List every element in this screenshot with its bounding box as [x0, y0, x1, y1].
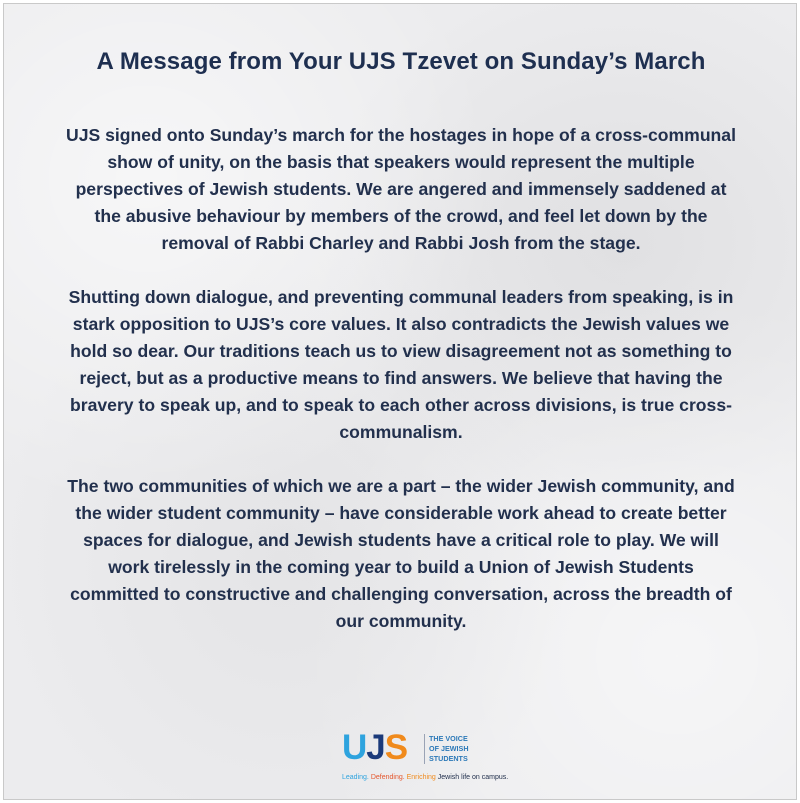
- logo-subline-defending: Defending.: [370, 774, 405, 781]
- paragraph-3: The two communities of which we are a part – the wider Jewish community, and the wider student community – have considerable work ahead to create better spaces for dialogue, and Jewish students have a critical role to play. We will work tirelessly in the coming year to build a Union of Jewish Students committed to constructive and challenging conversation, across the breadth of our community.: [67, 476, 735, 631]
- logo-tagline: [429, 734, 469, 764]
- logo-letter-j: J: [366, 728, 385, 767]
- statement-title: A Message from Your UJS Tzevet on Sunday’s March: [96, 48, 706, 75]
- logo-tagline-line-1: THE VOICE: [429, 734, 468, 743]
- paragraph-2: Shutting down dialogue, and preventing communal leaders from speaking, is in stark opposition to UJS’s core values. It also contradicts the Jewish values we hold so dear. Our traditions teach us to view disagreement not as something to reject, but as a productive means to find answers. We believe that having the bravery to speak up, and to speak to each other across divisions, is true cross-communalism.: [68, 287, 734, 442]
- ujs-logo-mark: [342, 730, 407, 766]
- logo-letter-s: S: [384, 728, 408, 767]
- logo-tagline-line-3: STUDENTS: [429, 754, 468, 763]
- logo-tagline-line-2: OF JEWISH: [429, 744, 469, 753]
- logo-subline-enriching: Enriching: [406, 774, 436, 781]
- ujs-logo: [342, 728, 509, 786]
- logo-letter-u: U: [342, 728, 367, 767]
- logo-subline-leading: Leading.: [342, 774, 369, 781]
- statement-card: [3, 3, 797, 800]
- logo-subline: [342, 774, 508, 781]
- logo-subline-rest: Jewish life on campus.: [437, 774, 509, 781]
- statement-body: [62, 122, 740, 662]
- paragraph-1: UJS signed onto Sunday’s march for the hostages in hope of a cross-communal show of unity, on the basis that speakers would represent the multiple perspectives of Jewish students. We are angered and immensely saddened at the abusive behaviour by members of the crowd, and feel let down by the removal of Rabbi Charley and Rabbi Josh from the stage.: [66, 125, 736, 253]
- logo-divider: [424, 734, 425, 764]
